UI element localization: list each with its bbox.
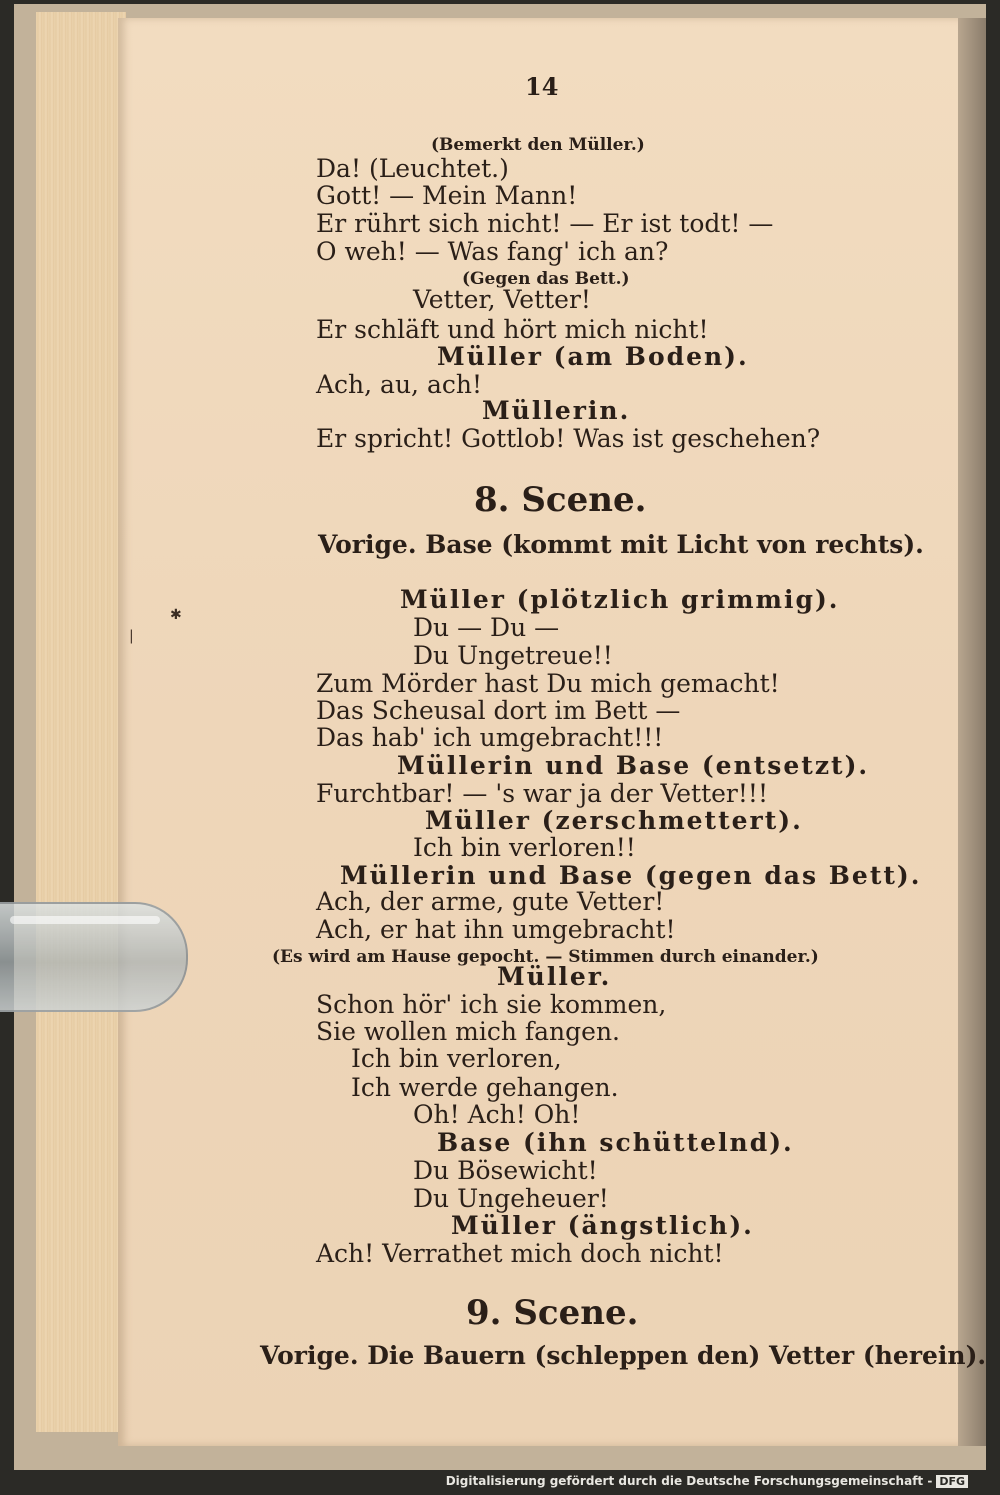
verse-line: Vetter, Vetter! <box>413 285 591 314</box>
scene-heading: 9. Scene. <box>466 1293 639 1333</box>
verse-line: Du Ungeheuer! <box>413 1184 609 1213</box>
speaker-line: Müller (am Boden). <box>437 342 749 371</box>
verse-line: Gott! — Mein Mann! <box>316 181 578 210</box>
verse-line: Das Scheusal dort im Bett — <box>316 696 681 725</box>
speaker-line: Müller (plötzlich grimmig). <box>400 585 840 614</box>
verse-line: Das hab' ich umgebracht!!! <box>316 723 664 752</box>
credit-text: Digitalisierung gefördert durch die Deutsche Forschungsgemeinschaft - <box>445 1474 933 1488</box>
page-number: 14 <box>525 72 559 101</box>
verse-line: Zum Mörder hast Du mich gemacht! <box>316 669 780 698</box>
verse-line: Oh! Ach! Oh! <box>413 1100 581 1129</box>
clip-highlight <box>10 916 160 924</box>
verse-line: Ach, au, ach! <box>316 370 483 399</box>
verse-line: Schon hör' ich sie kommen, <box>316 990 667 1019</box>
dfg-logo: DFG <box>936 1475 968 1488</box>
verse-line: Du — Du — <box>413 613 560 642</box>
speaker-line: Müllerin und Base (entsetzt). <box>397 751 870 780</box>
verse-line: Ich bin verloren, <box>351 1044 562 1073</box>
verse-line: Furchtbar! — 's war ja der Vetter!!! <box>316 779 769 808</box>
speaker-line: Müllerin. <box>482 396 631 425</box>
speaker-line: Müller (ängstlich). <box>451 1211 754 1240</box>
stage-direction: (Gegen das Bett.) <box>462 269 630 289</box>
verse-line: Er spricht! Gottlob! Was ist geschehen? <box>316 424 821 453</box>
digitization-credit <box>446 1474 968 1488</box>
plastic-page-clip <box>0 902 188 1012</box>
verse-line: Du Bösewicht! <box>413 1156 598 1185</box>
verse-line: Da! (Leuchtet.) <box>316 154 509 183</box>
scene-heading: 8. Scene. <box>474 480 647 520</box>
speaker-line: Base (ihn schüttelnd). <box>437 1128 794 1157</box>
verse-line: Ich bin verloren!! <box>413 833 636 862</box>
stage-direction: (Es wird am Hause gepocht. — Stimmen durch einander.) <box>272 947 819 967</box>
verse-line: Ich werde gehangen. <box>351 1073 619 1102</box>
ink-mark: | <box>129 628 134 644</box>
verse-line: Ach, der arme, gute Vetter! <box>316 887 665 916</box>
scene-cast: Vorige. Die Bauern (schleppen den) Vetter (herein). <box>260 1341 987 1370</box>
stage-direction: (Bemerkt den Müller.) <box>431 135 645 155</box>
ink-speck: ✱ <box>170 607 182 623</box>
page-right-edge <box>958 18 986 1446</box>
scene-cast: Vorige. Base (kommt mit Licht von rechts). <box>318 530 924 559</box>
speaker-line: Müller (zerschmettert). <box>425 806 803 835</box>
speaker-line: Müllerin und Base (gegen das Bett). <box>340 861 922 890</box>
speaker-line: Müller. <box>497 962 612 991</box>
verse-line: Er rührt sich nicht! — Er ist todt! — <box>316 209 774 238</box>
verse-line: O weh! — Was fang' ich an? <box>316 237 669 266</box>
page-stack-edge <box>36 12 126 1432</box>
verse-line: Ach! Verrathet mich doch nicht! <box>316 1239 724 1268</box>
verse-line: Sie wollen mich fangen. <box>316 1017 621 1046</box>
verse-line: Ach, er hat ihn umgebracht! <box>316 915 676 944</box>
verse-line: Du Ungetreue!! <box>413 641 613 670</box>
verse-line: Er schläft und hört mich nicht! <box>316 315 709 344</box>
